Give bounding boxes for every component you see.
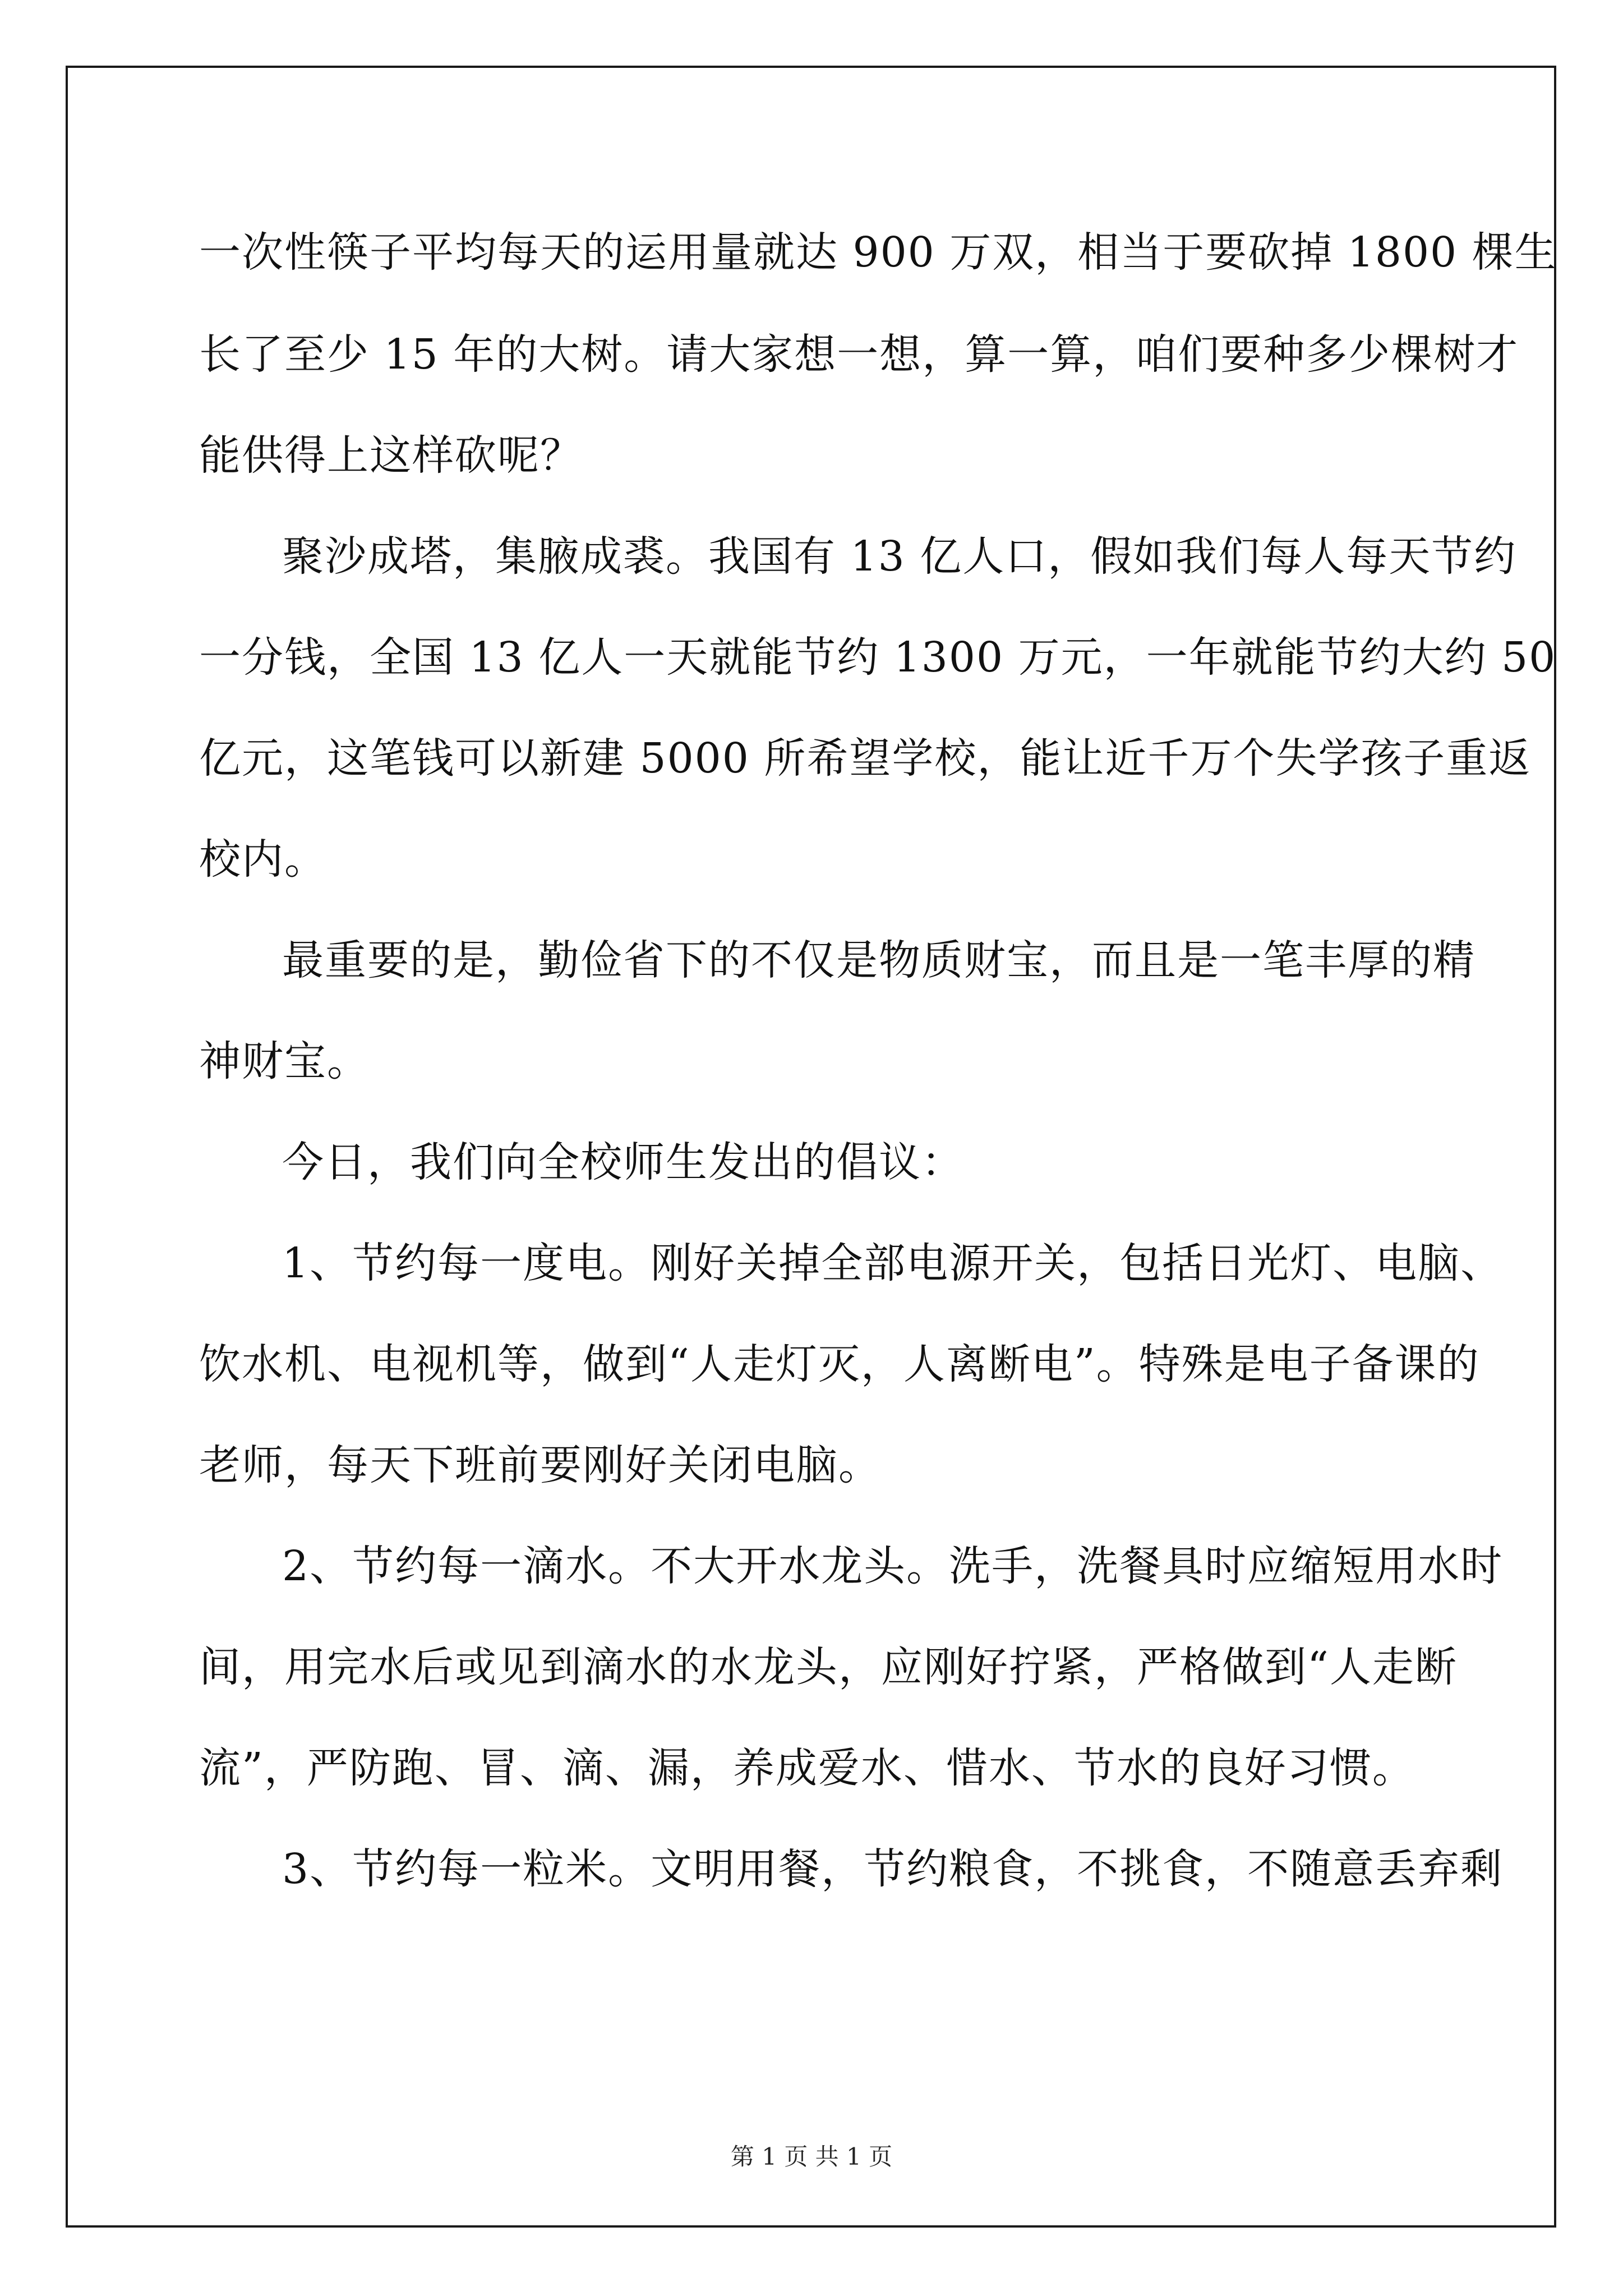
page-footer: 第 1 页 共 1 页 [730, 2143, 893, 2170]
paragraph-start-line: 2、节约每一滴水。不大开水龙头。洗手，洗餐具时应缩短用水时 [282, 1542, 1504, 1590]
text-line: 一次性筷子平均每天的运用量就达 900 万双，相当于要砍掉 1800 棵生 [199, 228, 1557, 277]
text-line: 饮水机、电视机等，做到“人走灯灭，人离断电”。特殊是电子备课的 [199, 1340, 1480, 1388]
paragraph-start-line: 1、节约每一度电。刚好关掉全部电源开关，包括日光灯、电脑、 [282, 1239, 1504, 1287]
text-line: 流”，严防跑、冒、滴、漏，养成爱水、惜水、节水的良好习惯。 [199, 1744, 1415, 1792]
text-line: 神财宝。 [199, 1037, 370, 1085]
text-line: 间，用完水后或见到滴水的水龙头，应刚好拧紧，严格做到“人走断 [199, 1643, 1458, 1691]
paragraph-start-line: 聚沙成塔，集腋成裘。我国有 13 亿人口，假如我们每人每天节约 [282, 532, 1517, 581]
text-line: 老师，每天下班前要刚好关闭电脑。 [199, 1441, 881, 1489]
text-line: 一分钱，全国 13 亿人一天就能节约 1300 万元，一年就能节约大约 50 [199, 633, 1557, 682]
paragraph-start-line: 最重要的是，勤俭省下的不仅是物质财宝，而且是一笔丰厚的精 [282, 936, 1476, 984]
paragraph-start-line: 3、节约每一粒米。文明用餐，节约粮食，不挑食，不随意丢弃剩 [282, 1845, 1504, 1893]
text-line: 校内。 [199, 835, 327, 884]
text-line: 能供得上这样砍呢？ [199, 431, 583, 480]
paragraph-start-line: 今日，我们向全校师生发出的倡议： [282, 1138, 964, 1186]
text-line: 亿元，这笔钱可以新建 5000 所希望学校，能让近千万个失学孩子重返 [199, 734, 1532, 783]
text-line: 长了至少 15 年的大树。请大家想一想，算一算，咱们要种多少棵树才 [199, 330, 1519, 379]
